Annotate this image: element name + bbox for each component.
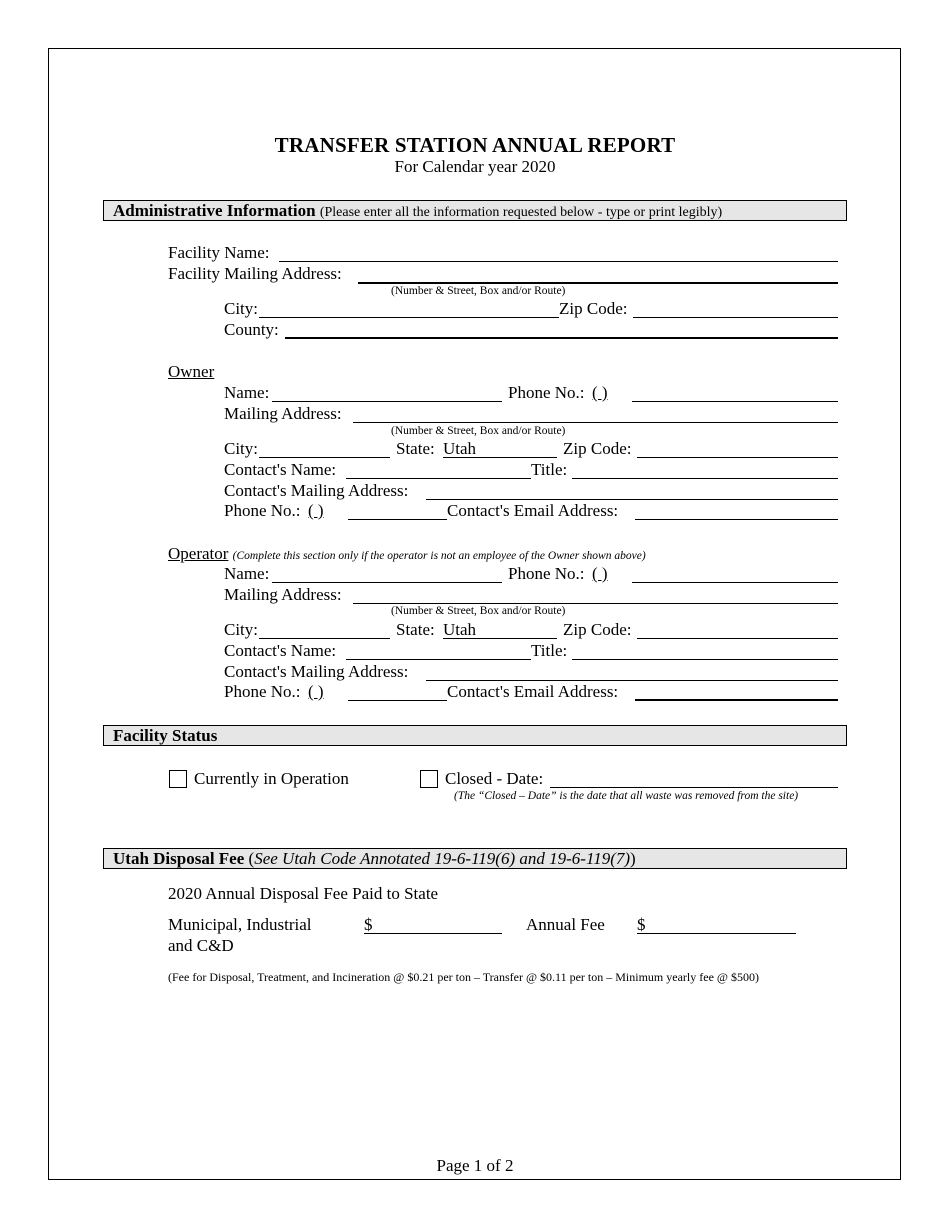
owner-email-field[interactable] bbox=[635, 519, 838, 520]
operator-zip-field[interactable] bbox=[637, 638, 838, 639]
facility-county-field[interactable] bbox=[285, 337, 838, 339]
admin-heading-note: (Please enter all the information requested below - type or print legibly) bbox=[319, 205, 723, 220]
operator-contact-name-label: Contact's Name: bbox=[224, 641, 337, 660]
facility-name-field[interactable] bbox=[279, 261, 838, 262]
operator-email-field[interactable] bbox=[635, 699, 838, 701]
closed-date-label: Closed - Date: bbox=[445, 769, 544, 788]
operator-heading-note: (Complete this section only if the operator is not an employee of the Owner shown above) bbox=[232, 550, 646, 562]
operator-name-field[interactable] bbox=[272, 582, 502, 583]
owner-phone-label: Phone No.: bbox=[508, 383, 585, 402]
operator-phone2-label: Phone No.: bbox=[224, 682, 301, 701]
owner-contact-name-label: Contact's Name: bbox=[224, 460, 337, 479]
operator-name-label: Name: bbox=[224, 564, 270, 583]
owner-city-field[interactable] bbox=[259, 457, 390, 458]
owner-phone2-label: Phone No.: bbox=[224, 501, 301, 520]
owner-contact-mailing-label: Contact's Mailing Address: bbox=[224, 481, 409, 500]
facility-status-header bbox=[103, 725, 847, 746]
page-number: Page 1 of 2 bbox=[436, 1156, 514, 1175]
disposal-fee-reference: See Utah Code Annotated 19-6-119(6) and 19-6-119(7) bbox=[254, 849, 631, 868]
annual-fee-label: Annual Fee bbox=[526, 915, 605, 934]
fee-rate-note: (Fee for Disposal, Treatment, and Incineration @ $0.21 per ton – Transfer @ $0.11 per ton – Minimum yearly fee @ $500) bbox=[168, 970, 759, 984]
owner-phone2-area[interactable]: ( ) bbox=[308, 501, 324, 520]
operator-phone2-field[interactable] bbox=[348, 700, 447, 701]
owner-state-field[interactable] bbox=[443, 457, 557, 458]
operator-state-field[interactable] bbox=[443, 638, 557, 639]
facility-county-label: County: bbox=[224, 320, 279, 339]
owner-contact-name-field[interactable] bbox=[346, 478, 531, 479]
municipal-label-line2: and C&D bbox=[168, 936, 234, 955]
annual-fee-dollar-sign: $ bbox=[637, 915, 646, 934]
owner-email-label: Contact's Email Address: bbox=[447, 501, 619, 520]
annual-fee-field[interactable] bbox=[637, 933, 796, 934]
operator-heading: Operator bbox=[168, 544, 229, 563]
disposal-fee-header: Utah Disposal Fee (See Utah Code Annotated 19-6-119(6) and 19-6-119(7)) bbox=[103, 848, 847, 869]
operator-contact-mailing-field[interactable] bbox=[426, 680, 838, 681]
owner-heading: Owner bbox=[168, 362, 215, 381]
closed-date-note: (The “Closed – Date” is the date that all waste was removed from the site) bbox=[454, 790, 799, 802]
owner-name-field[interactable] bbox=[272, 401, 502, 402]
facility-address-caption: (Number & Street, Box and/or Route) bbox=[391, 285, 566, 297]
facility-city-label: City: bbox=[224, 299, 259, 318]
municipal-label-line1: Municipal, Industrial bbox=[168, 915, 312, 934]
operator-title-label: Title: bbox=[531, 641, 568, 660]
operator-contact-mailing-label: Contact's Mailing Address: bbox=[224, 662, 409, 681]
owner-city-label: City: bbox=[224, 439, 259, 458]
facility-mailing-label: Facility Mailing Address: bbox=[168, 264, 342, 283]
facility-name-label: Facility Name: bbox=[168, 243, 270, 262]
municipal-fee-field[interactable] bbox=[364, 933, 502, 934]
facility-mailing-field[interactable] bbox=[358, 282, 838, 284]
operator-state-value: Utah bbox=[443, 620, 477, 639]
operator-city-field[interactable] bbox=[259, 638, 390, 639]
operator-contact-name-field[interactable] bbox=[346, 659, 531, 660]
owner-contact-mailing-field[interactable] bbox=[426, 499, 838, 500]
owner-address-caption: (Number & Street, Box and/or Route) bbox=[391, 425, 566, 437]
in-operation-checkbox[interactable] bbox=[169, 770, 187, 788]
facility-zip-label: Zip Code: bbox=[559, 299, 628, 318]
facility-zip-field[interactable] bbox=[633, 317, 838, 318]
facility-status-heading: Facility Status bbox=[113, 726, 218, 745]
municipal-dollar-sign: $ bbox=[364, 915, 373, 934]
admin-section-header bbox=[103, 200, 847, 221]
disposal-fee-heading: Utah Disposal Fee bbox=[113, 849, 245, 868]
in-operation-label: Currently in Operation bbox=[194, 769, 349, 788]
owner-phone-field[interactable] bbox=[632, 401, 838, 402]
owner-zip-field[interactable] bbox=[637, 457, 838, 458]
operator-state-label: State: bbox=[396, 620, 435, 639]
operator-address-caption: (Number & Street, Box and/or Route) bbox=[391, 605, 566, 617]
operator-phone-field[interactable] bbox=[632, 582, 838, 583]
owner-title-field[interactable] bbox=[572, 478, 838, 479]
owner-mailing-field[interactable] bbox=[353, 422, 838, 423]
operator-zip-label: Zip Code: bbox=[563, 620, 632, 639]
owner-zip-label: Zip Code: bbox=[563, 439, 632, 458]
operator-mailing-field[interactable] bbox=[353, 603, 838, 604]
owner-state-label: State: bbox=[396, 439, 435, 458]
owner-name-label: Name: bbox=[224, 383, 270, 402]
owner-phone2-field[interactable] bbox=[348, 519, 447, 520]
owner-phone-area[interactable]: ( ) bbox=[592, 383, 608, 402]
operator-heading-row bbox=[168, 544, 646, 564]
operator-mailing-label: Mailing Address: bbox=[224, 585, 342, 604]
page-subtitle: For Calendar year 2020 bbox=[394, 157, 556, 176]
annual-fee-paid-label: 2020 Annual Disposal Fee Paid to State bbox=[168, 884, 439, 903]
operator-title-field[interactable] bbox=[572, 659, 838, 660]
owner-mailing-label: Mailing Address: bbox=[224, 404, 342, 423]
operator-phone-label: Phone No.: bbox=[508, 564, 585, 583]
closed-date-field[interactable] bbox=[550, 787, 838, 788]
owner-state-value: Utah bbox=[443, 439, 477, 458]
page-title: TRANSFER STATION ANNUAL REPORT bbox=[274, 133, 676, 157]
facility-city-field[interactable] bbox=[259, 317, 559, 318]
operator-phone2-area[interactable]: ( ) bbox=[308, 682, 324, 701]
operator-email-label: Contact's Email Address: bbox=[447, 682, 619, 701]
operator-phone-area[interactable]: ( ) bbox=[592, 564, 608, 583]
admin-heading: Administrative Information bbox=[113, 201, 316, 220]
owner-title-label: Title: bbox=[531, 460, 568, 479]
operator-city-label: City: bbox=[224, 620, 259, 639]
closed-checkbox[interactable] bbox=[420, 770, 438, 788]
